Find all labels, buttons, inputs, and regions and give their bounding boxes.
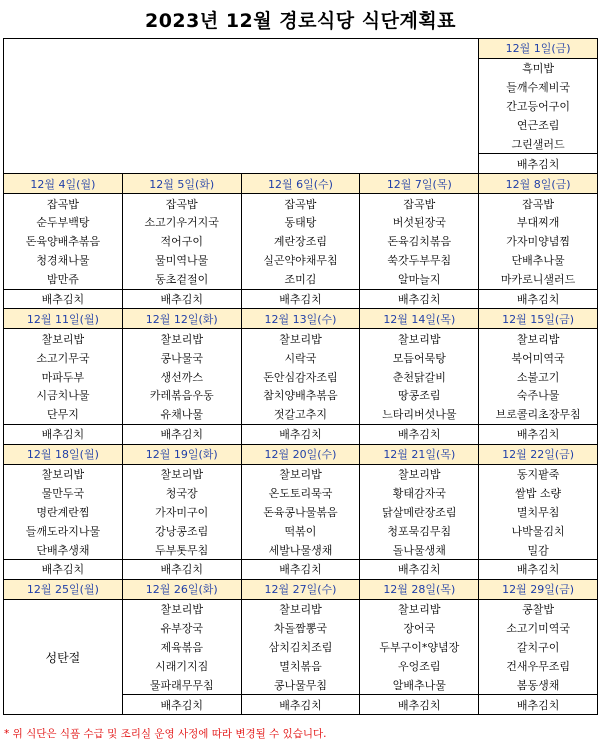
date-header-mon: 12월 18일(월) — [4, 444, 123, 464]
footnote: * 위 식단은 식품 수급 및 조리실 운영 사정에 따라 변경될 수 있습니다. — [4, 728, 327, 740]
menu-item: 연근조림 — [479, 116, 598, 135]
date-header-thu: 12월 7일(목) — [360, 174, 479, 194]
menu-item: 배추김치 — [360, 560, 479, 580]
menu-item: 배추김치 — [4, 289, 123, 309]
menu-item: 찰보리밥 — [122, 329, 241, 348]
menu-item: 나박물김치 — [479, 521, 598, 540]
menu-row — [4, 367, 598, 386]
menu-item: 멸치무침 — [479, 502, 598, 521]
menu-item: 제육볶음 — [122, 638, 241, 657]
menu-item: 잡곡밥 — [122, 194, 241, 213]
menu-item: 배추김치 — [241, 424, 360, 444]
menu-item: 두부톳무침 — [122, 540, 241, 559]
menu-item: 콩찰밥 — [479, 599, 598, 618]
menu-item: 찰보리밥 — [241, 599, 360, 618]
menu-item: 차돌짬뽕국 — [241, 619, 360, 638]
menu-item: 실곤약야채무침 — [241, 251, 360, 270]
menu-item: 알마늘지 — [360, 270, 479, 289]
menu-item: 시락국 — [241, 348, 360, 367]
menu-item: 멸치볶음 — [241, 657, 360, 676]
menu-table — [3, 38, 598, 715]
menu-item: 계란장조림 — [241, 232, 360, 251]
menu-row — [4, 386, 598, 405]
menu-item: 쌀밥 소량 — [479, 483, 598, 502]
menu-row — [4, 424, 598, 444]
menu-row — [4, 483, 598, 502]
date-header-mon: 12월 11일(월) — [4, 309, 123, 329]
menu-item: 돌나물생채 — [360, 540, 479, 559]
date-header-row — [4, 309, 598, 329]
menu-item: 배추김치 — [479, 154, 598, 174]
menu-item: 청경채나물 — [4, 251, 123, 270]
menu-row — [4, 502, 598, 521]
menu-item: 카레볶음우동 — [122, 386, 241, 405]
menu-item: 쑥갓두부무침 — [360, 251, 479, 270]
date-header-fri: 12월 8일(금) — [479, 174, 598, 194]
menu-row — [4, 464, 598, 483]
date-header-thu: 12월 14일(목) — [360, 309, 479, 329]
menu-item: 소고기무국 — [4, 348, 123, 367]
menu-item: 배추김치 — [122, 560, 241, 580]
menu-item: 소불고기 — [479, 367, 598, 386]
menu-item: 잡곡밥 — [241, 194, 360, 213]
menu-item: 배추김치 — [479, 289, 598, 309]
menu-row — [4, 540, 598, 559]
menu-item: 돈육양배추볶음 — [4, 232, 123, 251]
menu-item: 물만두국 — [4, 483, 123, 502]
date-header-fri: 12월 1일(금) — [479, 39, 598, 59]
menu-item: 세발나물생채 — [241, 540, 360, 559]
menu-item: 들깨수제비국 — [479, 78, 598, 97]
empty-block — [4, 39, 479, 174]
menu-item: 참치양배추볶음 — [241, 386, 360, 405]
menu-item: 갈치구이 — [479, 638, 598, 657]
menu-item: 배추김치 — [4, 424, 123, 444]
menu-item: 찰보리밥 — [360, 599, 479, 618]
menu-item: 순두부백탕 — [4, 213, 123, 232]
page-title: 2023년 12월 경로식당 식단계획표 — [144, 10, 457, 32]
date-header-thu: 12월 21일(목) — [360, 444, 479, 464]
date-header-wed: 12월 13일(수) — [241, 309, 360, 329]
menu-item: 적어구이 — [122, 232, 241, 251]
menu-item: 느타리버섯나물 — [360, 405, 479, 424]
date-header-mon: 12월 4일(월) — [4, 174, 123, 194]
menu-item: 온도토리묵국 — [241, 483, 360, 502]
date-header-fri: 12월 29일(금) — [479, 579, 598, 599]
menu-item: 건새우무조림 — [479, 657, 598, 676]
menu-item: 찰보리밥 — [4, 329, 123, 348]
holiday-cell: 성탄절 — [4, 599, 123, 714]
menu-item: 밀감 — [479, 540, 598, 559]
menu-item: 배추김치 — [122, 695, 241, 715]
menu-item: 배추김치 — [241, 560, 360, 580]
menu-item: 떡볶이 — [241, 521, 360, 540]
menu-row — [4, 232, 598, 251]
menu-item: 동지팥죽 — [479, 464, 598, 483]
menu-item: 우엉조림 — [360, 657, 479, 676]
menu-item: 물파래무무침 — [122, 675, 241, 694]
menu-item: 시금치나물 — [4, 386, 123, 405]
menu-row — [4, 213, 598, 232]
menu-item: 콩나물무침 — [241, 675, 360, 694]
menu-item: 황태감자국 — [360, 483, 479, 502]
menu-item: 숙주나물 — [479, 386, 598, 405]
menu-item: 밤만쥬 — [4, 270, 123, 289]
menu-item: 배추김치 — [360, 289, 479, 309]
menu-item: 간고등어구이 — [479, 97, 598, 116]
menu-item: 단배추생채 — [4, 540, 123, 559]
date-header-tue: 12월 26일(화) — [122, 579, 241, 599]
date-header-wed: 12월 27일(수) — [241, 579, 360, 599]
date-header-wed: 12월 6일(수) — [241, 174, 360, 194]
menu-row — [4, 348, 598, 367]
menu-item: 닭살메란장조림 — [360, 502, 479, 521]
menu-row — [4, 194, 598, 213]
date-header-row — [4, 39, 598, 59]
menu-item: 배추김치 — [122, 424, 241, 444]
menu-item: 유부장국 — [122, 619, 241, 638]
menu-item: 배추김치 — [4, 560, 123, 580]
menu-item: 생선까스 — [122, 367, 241, 386]
menu-item: 브로콜리초장무침 — [479, 405, 598, 424]
date-header-thu: 12월 28일(목) — [360, 579, 479, 599]
menu-row — [4, 289, 598, 309]
menu-row — [4, 270, 598, 289]
date-header-fri: 12월 15일(금) — [479, 309, 598, 329]
menu-item: 두부구이*양념장 — [360, 638, 479, 657]
menu-item: 배추김치 — [479, 424, 598, 444]
menu-item: 찰보리밥 — [360, 329, 479, 348]
menu-row — [4, 560, 598, 580]
date-header-row — [4, 579, 598, 599]
menu-item: 배추김치 — [241, 289, 360, 309]
menu-item: 춘천닭갈비 — [360, 367, 479, 386]
menu-item: 시래기지짐 — [122, 657, 241, 676]
menu-item: 찰보리밥 — [122, 464, 241, 483]
menu-item: 가자미양념찜 — [479, 232, 598, 251]
menu-item: 배추김치 — [479, 695, 598, 715]
menu-item: 콩나물국 — [122, 348, 241, 367]
menu-item: 찰보리밥 — [479, 329, 598, 348]
menu-item: 소고기우거지국 — [122, 213, 241, 232]
menu-item: 버섯된장국 — [360, 213, 479, 232]
menu-item: 잡곡밥 — [4, 194, 123, 213]
menu-item: 청포묵김무침 — [360, 521, 479, 540]
menu-row — [4, 251, 598, 270]
menu-item: 부대찌개 — [479, 213, 598, 232]
menu-row — [4, 405, 598, 424]
date-header-fri: 12월 22일(금) — [479, 444, 598, 464]
menu-item: 장어국 — [360, 619, 479, 638]
menu-item: 동초겉절이 — [122, 270, 241, 289]
menu-row — [4, 329, 598, 348]
menu-item: 동태탕 — [241, 213, 360, 232]
menu-item: 잡곡밥 — [360, 194, 479, 213]
menu-item: 들깨도라지나물 — [4, 521, 123, 540]
menu-item: 돈육콩나물볶음 — [241, 502, 360, 521]
menu-item: 마파두부 — [4, 367, 123, 386]
menu-item: 흑미밥 — [479, 58, 598, 77]
date-header-wed: 12월 20일(수) — [241, 444, 360, 464]
date-header-tue: 12월 5일(화) — [122, 174, 241, 194]
menu-item: 가자미구이 — [122, 502, 241, 521]
date-header-tue: 12월 12일(화) — [122, 309, 241, 329]
menu-item: 찰보리밥 — [4, 464, 123, 483]
menu-item: 잡곡밥 — [479, 194, 598, 213]
menu-item: 찰보리밥 — [360, 464, 479, 483]
menu-item: 봄동생채 — [479, 675, 598, 694]
menu-item: 찰보리밥 — [241, 329, 360, 348]
menu-item: 배추김치 — [360, 695, 479, 715]
menu-item: 찰보리밥 — [241, 464, 360, 483]
menu-item: 돈안심감자조림 — [241, 367, 360, 386]
date-header-row — [4, 174, 598, 194]
menu-item: 소고기미역국 — [479, 619, 598, 638]
menu-item: 알배추나물 — [360, 675, 479, 694]
menu-item: 찰보리밥 — [122, 599, 241, 618]
date-header-mon: 12월 25일(월) — [4, 579, 123, 599]
menu-item: 젓갈고추지 — [241, 405, 360, 424]
menu-item: 배추김치 — [241, 695, 360, 715]
menu-item: 명란계란찜 — [4, 502, 123, 521]
menu-item: 땅콩조림 — [360, 386, 479, 405]
menu-item: 유채나물 — [122, 405, 241, 424]
menu-item: 조미김 — [241, 270, 360, 289]
menu-row — [4, 521, 598, 540]
menu-item: 북어미역국 — [479, 348, 598, 367]
menu-item: 그린샐러드 — [479, 134, 598, 153]
menu-item: 강낭콩조림 — [122, 521, 241, 540]
menu-item: 배추김치 — [122, 289, 241, 309]
menu-item: 배추김치 — [479, 560, 598, 580]
menu-item: 배추김치 — [360, 424, 479, 444]
menu-item: 물미역나물 — [122, 251, 241, 270]
menu-item: 청국장 — [122, 483, 241, 502]
menu-item: 돈육김치볶음 — [360, 232, 479, 251]
date-header-row — [4, 444, 598, 464]
menu-item: 마카로니샐러드 — [479, 270, 598, 289]
menu-item: 삼치김치조림 — [241, 638, 360, 657]
menu-item: 단무지 — [4, 405, 123, 424]
date-header-tue: 12월 19일(화) — [122, 444, 241, 464]
menu-row — [4, 599, 598, 618]
menu-item: 단배추나물 — [479, 251, 598, 270]
menu-item: 모듬어묵탕 — [360, 348, 479, 367]
